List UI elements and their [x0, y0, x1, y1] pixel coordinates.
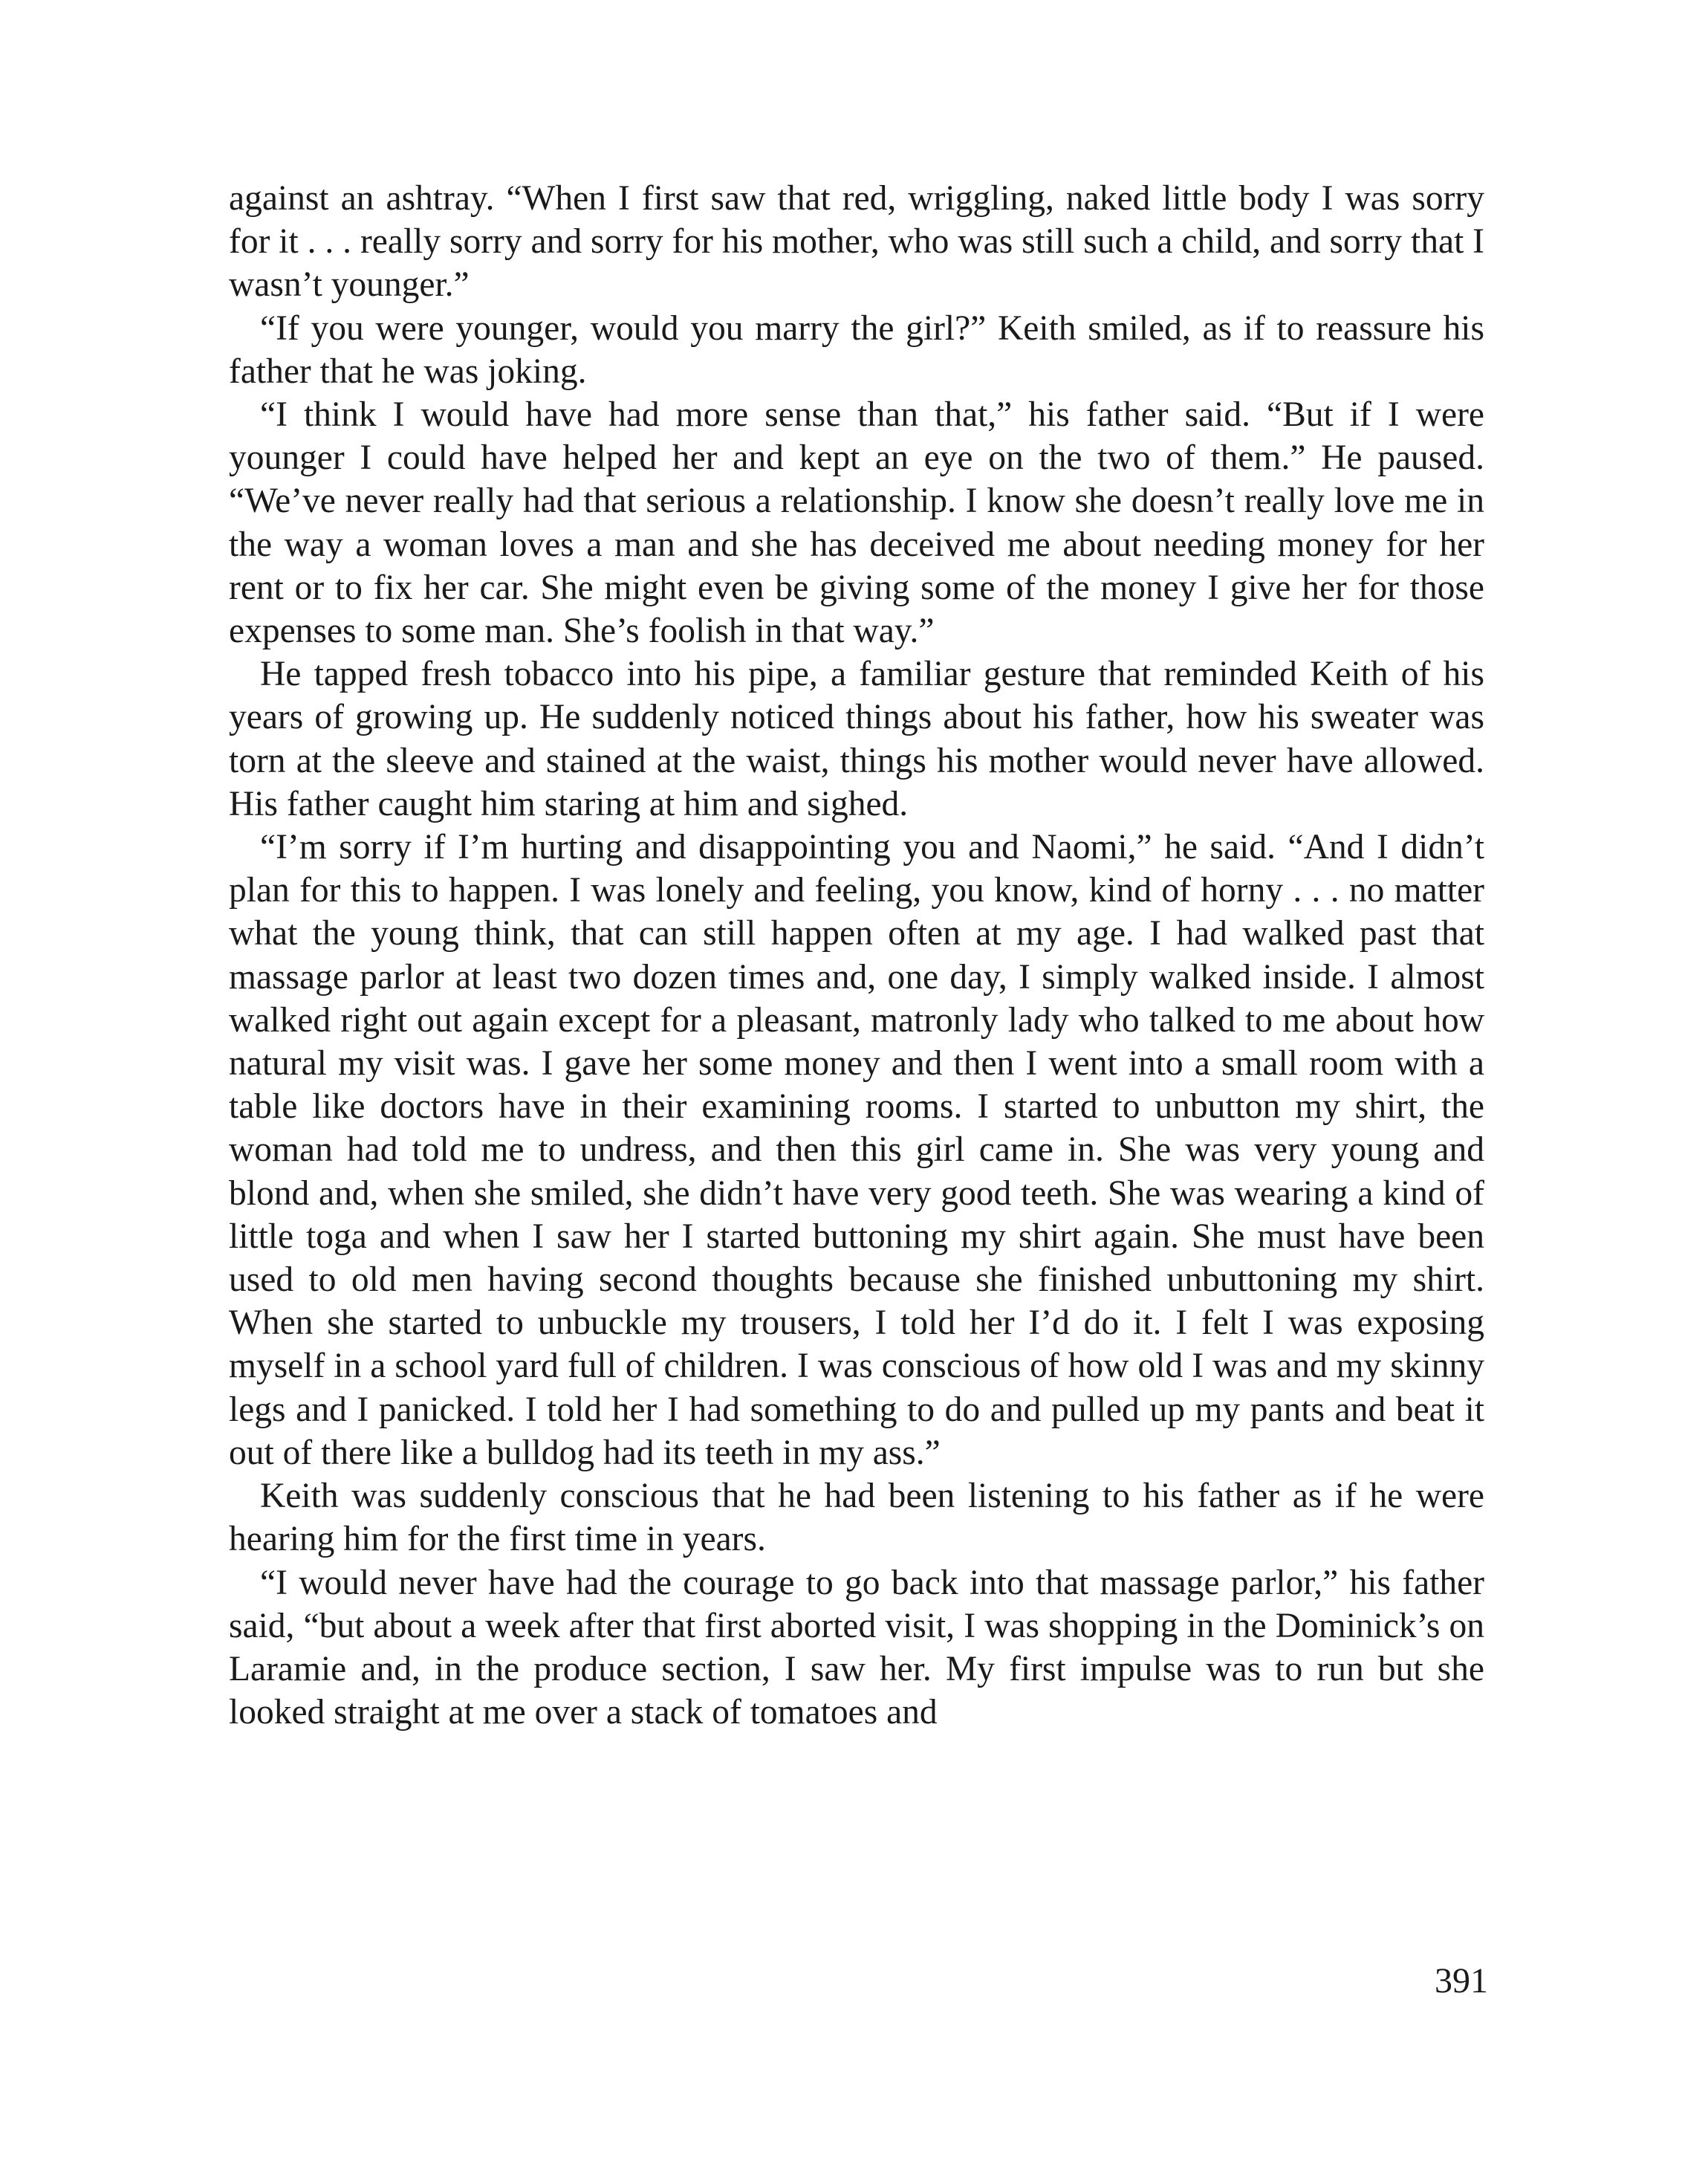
paragraph: He tapped fresh tobacco into his pipe, a familiar gesture that reminded Keith of his years of growing up. He suddenly noticed things about his father, how his sweater was torn at the sleeve and stained at the waist, things his mother would never have allowed. His father caught him staring at him and sighed.	[229, 655, 1484, 823]
paragraph: “I’m sorry if I’m hurting and disappointing you and Naomi,” he said. “And I didn’t plan for this to happen. I was lonely and feeling, you know, kind of horny . . . no matter what the young think, that can still happen often at my age. I had walked past that massage parlor at least two dozen times and, one day, I simply walked inside. I almost walked right out again except for a pleasant, matronly lady who talked to me about how natural my visit was. I gave her some money and then I went into a small room with a table like doctors have in their examining rooms. I started to unbutton my shirt, the woman had told me to undress, and then this girl came in. She was very young and blond and, when she smiled, she didn’t have very good teeth. She was wearing a kind of little toga and when I saw her I started buttoning my shirt again. She must have been used to old men having second thoughts because she finished unbuttoning my shirt. When she started to unbuckle my trousers, I told her I’d do it. I felt I was exposing myself in a school yard full of children. I was conscious of how old I was and my skinny legs and I panicked. I told her I had something to do and pulled up my pants and beat it out of there like a bulldog had its teeth in my ass.”	[229, 828, 1484, 1472]
paragraph: “I would never have had the courage to go back into that massage parlor,” his father said, “but about a week after that first aborted visit, I was shopping in the Dominick’s on Laramie and, in the produce section, I saw her. My first impulse was to run but she looked straight at me over a stack of tomatoes and	[229, 1563, 1484, 1732]
paragraph-continuation: against an ashtray. “When I first saw that red, wriggling, naked little body I was sorry for it . . . really sorry and sorry for his mother, who was still such a child, and sorry that I wasn’t younger.”	[229, 179, 1484, 305]
paragraph: “I think I would have had more sense than that,” his father said. “But if I were younger I could have helped her and kept an eye on the two of them.” He paused. “We’ve never really had that serious a relationship. I know she doesn’t really love me in the way a woman loves a man and she has deceived me about needing money for her rent or to fix her car. She might even be giving some of the money I give her for those expenses to some man. She’s foolish in that way.”	[229, 395, 1484, 651]
paragraph: “If you were younger, would you marry the girl?” Keith smiled, as if to reassure his father that he was joking.	[229, 308, 1484, 391]
page-number: 391	[1435, 1961, 1488, 2001]
body-text	[229, 177, 1484, 1734]
paragraph: Keith was suddenly conscious that he had been listening to his father as if he were hearing him for the first time in years.	[229, 1477, 1484, 1559]
